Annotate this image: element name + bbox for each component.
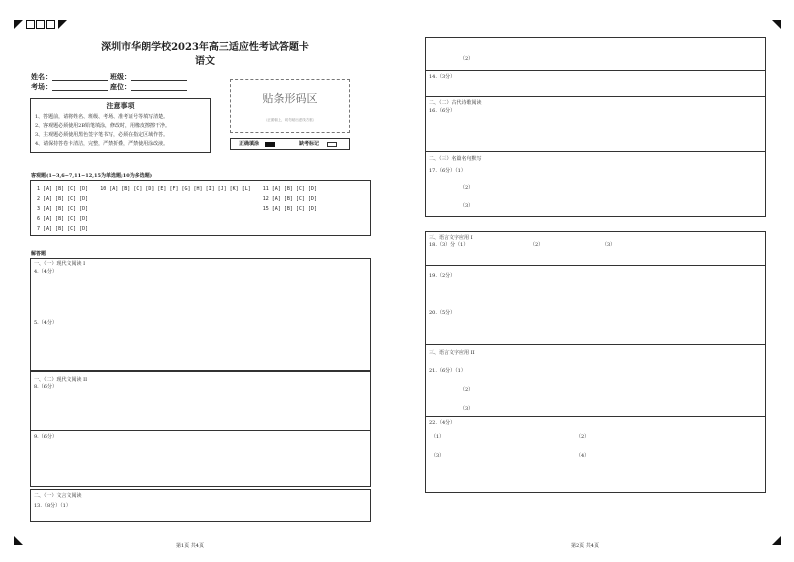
answer-box-q9[interactable]: [30, 430, 371, 487]
question-label-20: 20.（5分）: [429, 310, 456, 316]
filled-box-icon: [265, 142, 275, 147]
subquestion-label: （3）: [460, 406, 474, 412]
notice-item: 2、客观题必须使用2B铅笔填涂，修改时，用橡皮擦擦干净。: [35, 123, 171, 129]
answer-box-p2-a[interactable]: [425, 37, 766, 217]
section-heading: 一、（一）现代文阅读 I: [34, 261, 86, 267]
question-label-19: 19.（2分）: [429, 273, 456, 279]
question-label-22: 22.（4分）: [429, 420, 456, 426]
notice-box: [30, 98, 211, 153]
divider: [426, 416, 765, 417]
question-label-8: 8.（6分）: [34, 384, 57, 390]
position-square-2: [36, 20, 45, 29]
notice-item: 4、请保持答卷卡清洁，完整，严禁折叠，严禁使用涂改液。: [35, 141, 169, 147]
answer-box-p2-b[interactable]: [425, 231, 766, 493]
subquestion-label: （1）: [431, 434, 445, 440]
notice-item: 1、答题前，请将姓名、班级、考场、准考证号等填写清楚。: [35, 114, 169, 120]
divider: [426, 151, 765, 152]
section-heading: 三、语言文字应用 I: [429, 235, 473, 241]
objective-row[interactable]: 6 [A] [B] [C] [D]: [37, 216, 89, 222]
barcode-title: 贴条形码区: [262, 92, 318, 105]
answer-box-s2[interactable]: [30, 371, 371, 431]
section-heading: 二、（二）古代诗歌阅读: [429, 100, 482, 106]
subject-title: 语文: [195, 56, 215, 67]
class-line[interactable]: [131, 73, 187, 81]
subquestion-label: （2）: [576, 434, 590, 440]
objective-row[interactable]: 1 [A] [B] [C] [D] 10 [A] [B] [C] [D] [E] [F] [G] [H] [I] [J] [K] [L] 11 [A] [B] [C] [D]: [37, 186, 317, 192]
subquestion-label: （4）: [576, 453, 590, 459]
divider: [426, 70, 765, 71]
objective-title: 客观题(1~3,6~7,11~12,15为单选题;10为多选题): [31, 173, 153, 179]
question-label-21: 21.（6分）（1）: [429, 368, 466, 374]
subquestion-label: （2）: [460, 56, 474, 62]
corner-marker-top-left-2: [58, 20, 67, 29]
barcode-area: [230, 79, 350, 133]
missing-mark-label: 缺考标记: [299, 141, 320, 147]
question-label-13: 13.（8分）（1）: [34, 503, 71, 509]
objective-row[interactable]: 2 [A] [B] [C] [D] 12 [A] [B] [C] [D]: [37, 196, 317, 202]
class-label: 班级：: [110, 72, 131, 81]
notice-title: 注意事项: [106, 101, 135, 110]
room-label: 考场：: [31, 82, 52, 91]
position-square-1: [26, 20, 35, 29]
class-field[interactable]: [110, 72, 187, 81]
seat-field[interactable]: [110, 82, 187, 91]
empty-box-icon[interactable]: [327, 142, 337, 147]
barcode-hint: （正面朝上，切勿贴出虚线方框）: [263, 118, 317, 122]
subquestion-label: （2）: [460, 185, 474, 191]
question-label-16: 16.（6分）: [429, 108, 456, 114]
name-line[interactable]: [52, 73, 108, 81]
correct-fill-label: 正确填涂: [239, 141, 260, 147]
subquestion-label: （2）: [460, 387, 474, 393]
corner-marker-bottom-right: [772, 536, 781, 545]
divider: [426, 344, 765, 345]
subquestion-label: （3）: [431, 453, 445, 459]
subquestion-label: （3）: [460, 203, 474, 209]
position-square-3: [46, 20, 55, 29]
question-label-17: 17.（6分）（1）: [429, 168, 466, 174]
question-label-14: 14.（3分）: [429, 74, 456, 80]
name-field[interactable]: [31, 72, 108, 81]
answer-box-s3[interactable]: [30, 489, 371, 522]
section-heading: 二、（三）名篇名句默写: [429, 156, 482, 162]
subquestion-label: （3）: [602, 242, 616, 248]
seat-line[interactable]: [131, 83, 187, 91]
fill-legend: [230, 138, 350, 150]
objective-box: [30, 180, 371, 236]
page-title: 深圳市华朗学校2023年高三适应性考试答题卡: [101, 42, 309, 53]
notice-item: 3、主观题必须使用黑色签字笔书写，必须在指定区域作答。: [35, 132, 169, 138]
corner-marker-top-left: [14, 20, 23, 29]
section-heading: 三、语言文字应用 II: [429, 350, 475, 356]
objective-row[interactable]: 3 [A] [B] [C] [D] 15 [A] [B] [C] [D]: [37, 206, 317, 212]
question-label-18: 18.（3）分（1）: [429, 242, 469, 248]
page-number-2: 第2页 共4页: [571, 543, 599, 549]
room-line[interactable]: [52, 83, 108, 91]
subjective-title: 解答题: [31, 251, 47, 257]
answer-box-s1[interactable]: [30, 258, 371, 371]
question-label-5: 5.（4分）: [34, 320, 57, 326]
corner-marker-top-right: [772, 20, 781, 29]
seat-label: 座位：: [110, 82, 131, 91]
section-heading: 一、（二）现代文阅读 II: [34, 377, 88, 383]
question-label-9: 9.（6分）: [34, 434, 57, 440]
section-heading: 二、（一）文言文阅读: [34, 493, 82, 499]
divider: [426, 265, 765, 266]
question-label-4: 4.（4分）: [34, 269, 57, 275]
room-field[interactable]: [31, 82, 108, 91]
corner-marker-bottom-left: [14, 536, 23, 545]
name-label: 姓名：: [31, 72, 52, 81]
objective-row[interactable]: 7 [A] [B] [C] [D]: [37, 226, 89, 232]
page-number-1: 第1页 共4页: [176, 543, 204, 549]
divider: [426, 96, 765, 97]
subquestion-label: （2）: [530, 242, 544, 248]
